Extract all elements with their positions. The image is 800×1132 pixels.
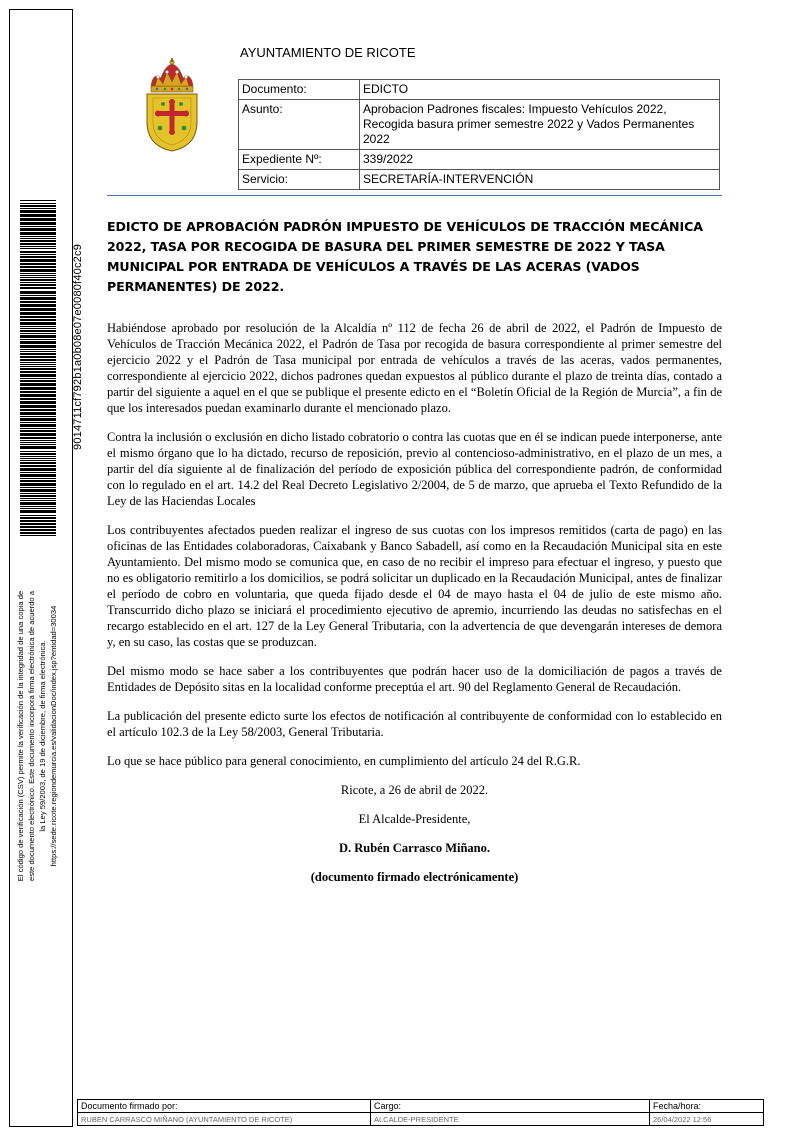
signature-name: [107, 840, 722, 856]
barcode-image: [20, 200, 56, 536]
footer-header-datetime: Fecha/hora:: [650, 1100, 764, 1113]
signature-note-text: (documento firmado electrónicamente): [310, 870, 519, 884]
meta-value: 339/2022: [360, 150, 720, 170]
meta-label: Documento:: [239, 80, 360, 100]
header-divider: [107, 195, 722, 196]
paragraph: La publicación del presente edicto surte los efectos de notificación al contribuyente de conformidad con lo establecido en el artículo 102.3 de la Ley 58/2003, General Tributaria.: [107, 709, 722, 739]
meta-row-documento: [239, 80, 720, 100]
csv-code-text: 9014711cf792b1a0b08e07e0080f40c2c9: [72, 243, 84, 450]
verification-sidebar: [9, 9, 84, 1127]
signature-note: [107, 869, 722, 885]
meta-value: EDICTO: [360, 80, 720, 100]
meta-value: Aprobacion Padrones fiscales: Impuesto Vehículos 2022, Recogida basura primer semestre 2022 y Vados Permanentes 2022: [360, 100, 720, 150]
csv-note-line-2: este documento electrónico. Este documento incorpora firma electrónica de acuerdo a: [27, 591, 36, 881]
footer-datetime: 26/04/2022 12:56: [650, 1113, 764, 1126]
paragraph: Lo que se hace público para general conocimiento, en cumplimiento del artículo 24 del R.G.R.: [107, 754, 581, 768]
footer-signer: RUBEN CARRASCO MIÑANO (AYUNTAMIENTO DE RICOTE): [78, 1113, 371, 1126]
footer-role: ALCALDE-PRESIDENTE: [371, 1113, 650, 1126]
meta-label: Servicio:: [239, 170, 360, 190]
paragraph: Los contribuyentes afectados pueden realizar el ingreso de sus cuotas con los impresos remitidos (carta de pago) en las oficinas de las Entidades colaboradoras, Caixabank y Banco Sabadell, así como en la Recaudación Municipal sita en este Ayuntamiento. Del mismo modo se comunica que, en caso de no recibir el impreso para efectuar el ingreso, y puesto que no es obligatorio remitirlo a los domicilios, se podrá solicitar un duplicado en la Recaudación Municipal, antes de finalizar el período de cobro en voluntaria, que queda fijado desde el 04 de mayo hasta el 04 de julio de este mismo año. Transcurrido dicho plazo se iniciará el procedimiento ejecutivo de apremio, incurriendo las deudas no satisfechas en el recargo establecido en el art. 127 de la Ley General Tributaria, con la advertencia de que devengarán intereses de demora y, en su caso, las costas que se produzcan.: [107, 523, 722, 649]
meta-row-expediente: [239, 150, 720, 170]
paragraph: Del mismo modo se hace saber a los contribuyentes que podrán hacer uso de la domiciliación de pagos a través de Entidades de Depósito sitas en la localidad conforme preceptúa el art. 90 del Reglamento General de Recaudación.: [107, 664, 722, 694]
document-metadata-table: [238, 79, 720, 190]
meta-label: Asunto:: [239, 100, 360, 150]
signature-role: El Alcalde-Presidente,: [358, 812, 471, 826]
edict-title: EDICTO DE APROBACIÓN PADRÓN IMPUESTO DE VEHÍCULOS DE TRACCIÓN MECÁNICA 2022, TASA POR RECOGIDA DE BASURA DEL PRIMER SEMESTRE DE 2022 Y TASA MUNICIPAL POR ENTRADA DE VEHÍCULOS A TRAVÉS DE LAS ACERAS (VADOS PERMANENTES) DE 2022.: [107, 219, 703, 294]
coat-of-arms-logo: [143, 58, 201, 152]
paragraph: Contra la inclusión o exclusión en dicho listado cobratorio o contra las cuotas que en él se indican puede interponerse, ante el mismo órgano que lo ha dictado, recurso de reposición, previo al contencioso-administrativo, en el plazo de un mes, a partir del día siguiente al de finalización del período de exposición pública del correspondiente padrón, de conformidad con lo regulado en el art. 14.2 del Real Decreto Legislativo 2/2004, de 5 de marzo, que aprueba el Texto Refundido de la Ley de las Haciendas Locales: [107, 430, 722, 508]
csv-verification-note: [15, 550, 73, 922]
meta-row-servicio: [239, 170, 720, 190]
csv-code: [58, 200, 84, 450]
signature-footer-table: [77, 1099, 764, 1126]
footer-header-signer: Documento firmado por:: [78, 1100, 371, 1113]
meta-row-asunto: [239, 100, 720, 150]
csv-note-line-1: El código de verificación (CSV) permite la verificación de la integridad de una copia de: [16, 590, 25, 882]
signature-name-text: D. Rubén Carrasco Miñano.: [338, 841, 491, 855]
paragraph: Habiéndose aprobado por resolución de la Alcaldía nº 112 de fecha 26 de abril de 2022, el Padrón de Impuesto de Vehículos de Tracción Mecánica 2022, el Padrón de Tasa por recogida de basura correspondiente al primer semestre del ejercicio 2022 y el Padrón de Tasa municipal por entrada de vehículos a través de las aceras, vados permanentes, correspondiente al ejercicio 2022, dichos padrones quedan expuestos al público durante el plazo de treinta días, contado a partir del siguiente a aquel en el que se publique el presente edicto en el “Boletín Oficial de la Región de Murcia”, a fin de que los interesados puedan examinarlo durante el mencionado plazo.: [107, 321, 722, 415]
csv-note-line-3: la Ley 59/2003, de 19 de diciembre, de firma electrónica.: [38, 640, 47, 832]
csv-note-url[interactable]: https://sede.ricote.regiondemurcia.es/validacionDoc/index.jsp?entidad=30034: [49, 605, 58, 867]
signature-date: Ricote, a 26 de abril de 2022.: [340, 783, 489, 797]
meta-value: SECRETARÍA-INTERVENCIÓN: [360, 170, 720, 190]
footer-header-role: Cargo:: [371, 1100, 650, 1113]
edict-body: [107, 320, 722, 898]
meta-label: Expediente Nº:: [239, 150, 360, 170]
town-council-name: AYUNTAMIENTO DE RICOTE: [240, 45, 416, 60]
